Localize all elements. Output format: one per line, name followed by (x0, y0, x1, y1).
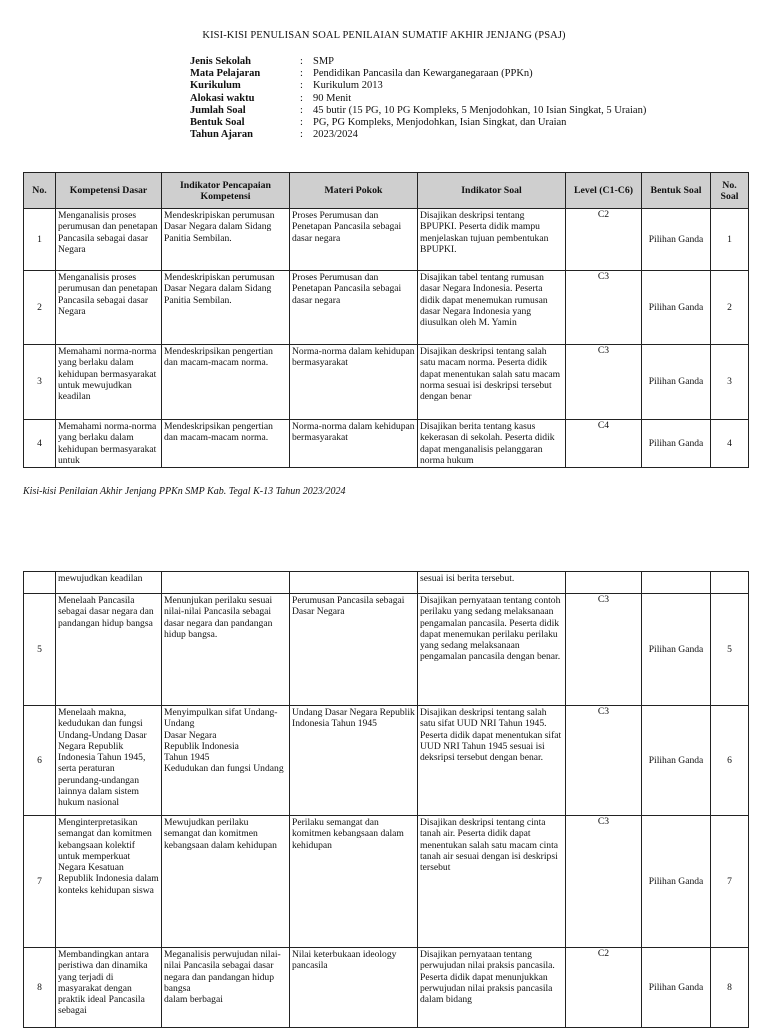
cell-no-soal: 8 (711, 948, 749, 1028)
header-kompetensi-dasar: Kompetensi Dasar (56, 173, 162, 209)
cell-materi-pokok: Perilaku semangat dan komitmen kebangsaan dalam kehidupan (290, 816, 418, 948)
cell-bentuk-soal (642, 572, 711, 594)
cell-no-soal: 5 (711, 594, 749, 706)
table-row (24, 706, 749, 816)
info-value: 45 butir (15 PG, 10 PG Kompleks, 5 Menjodohkan, 10 Isian Singkat, 5 Uraian) (313, 104, 647, 116)
cell-indikator-pencapaian: Meganalisis perwujudan nilai-nilai Pancasila sebagai dasar negara dan pandangan hidup bangsa dalam berbagai (162, 948, 290, 1028)
cell-no-soal: 1 (711, 209, 749, 271)
info-value: Kurikulum 2013 (313, 80, 383, 92)
info-row-jenis-sekolah: Jenis Sekolah : SMP (190, 56, 335, 67)
info-label: Alokasi waktu (190, 92, 255, 104)
info-row-kurikulum: Kurikulum : Kurikulum 2013 (190, 80, 383, 92)
cell-materi-pokok: Proses Perumusan dan Penetapan Pancasila sebagai dasar negara (290, 271, 418, 345)
cell-indikator-soal: Disajikan pernyataan tentang contoh perilaku yang sedang melaksanaan pengamalan pancasila. Peserta didik dapat menemukan perilaku perilaku yang sedang melaksanaan pengamalan pancasila dengan benar. (418, 594, 566, 706)
table-header-row (24, 173, 749, 209)
info-row-bentuk-soal: Bentuk Soal : PG, PG Kompleks, Menjodohkan, Isian Singkat, dan Uraian (190, 117, 567, 129)
cell-bentuk-soal: Pilihan Ganda (642, 209, 711, 271)
cell-level: C2 (566, 209, 642, 271)
cell-materi-pokok: Proses Perumusan dan Penetapan Pancasila sebagai dasar negara (290, 209, 418, 271)
cell-no: 8 (24, 948, 56, 1028)
info-label: Jenis Sekolah (190, 56, 251, 67)
header-no: No. (24, 173, 56, 209)
cell-kompetensi-dasar: Menganalisis proses perumusan dan penetapan Pancasila sebagai dasar Negara (56, 271, 162, 345)
cell-level: C2 (566, 948, 642, 1028)
cell-kompetensi-dasar: Membandingkan antara peristiwa dan dinamika yang terjadi di masyarakat dengan praktik ideal Pancasila sebagai (56, 948, 162, 1028)
info-label: Bentuk Soal (190, 117, 245, 129)
cell-materi-pokok: Undang Dasar Negara Republik Indonesia Tahun 1945 (290, 706, 418, 816)
page-footer: Kisi-kisi Penilaian Akhir Jenjang PPKn SMP Kab. Tegal K-13 Tahun 2023/2024 (23, 486, 346, 497)
cell-indikator-pencapaian: Menyimpulkan sifat Undang-Undang Dasar Negara Republik Indonesia Tahun 1945 Kedudukan dan fungsi Undang (162, 706, 290, 816)
page-title: KISI-KISI PENULISAN SOAL PENILAIAN SUMATIF AKHIR JENJANG (PSAJ) (202, 30, 566, 41)
cell-no-soal: 6 (711, 706, 749, 816)
info-label: Mata Pelajaran (190, 68, 261, 80)
cell-level: C3 (566, 271, 642, 345)
cell-indikator-soal: Disajikan deskripsi tentang cinta tanah air. Peserta didik dapat menentukan salah satu macam cinta tanah air sesuai dengan isi deskripsi tersebut (418, 816, 566, 948)
cell-indikator-pencapaian: Mewujudkan perilaku semangat dan komitmen kebangsaan dalam kehidupan (162, 816, 290, 948)
cell-bentuk-soal: Pilihan Ganda (642, 706, 711, 816)
cell-indikator-soal: Disajikan deskripsi tentang salah satu macam norma. Peserta didik dapat menentukan salah satu macam norma sesuai isi deskripsi tersebut dengan benar (418, 345, 566, 420)
cell-no: 1 (24, 209, 56, 271)
header-indikator-soal: Indikator Soal (418, 173, 566, 209)
table-row (24, 420, 749, 468)
cell-level: C3 (566, 594, 642, 706)
cell-indikator-soal: Disajikan deskripsi tentang salah satu sifat UUD NRI Tahun 1945. Peserta didik dapat menentukan sifat UUD NRI Tahun 1945 sesuai isi deksripsi tersebut dengan benar. (418, 706, 566, 816)
cell-no: 3 (24, 345, 56, 420)
info-row-tahun-ajaran: Tahun Ajaran : 2023/2024 (190, 129, 358, 141)
info-value: 2023/2024 (313, 129, 358, 141)
header-indikator-pencapaian: Indikator Pencapaian Kompetensi (162, 173, 290, 209)
cell-indikator-soal: sesuai isi berita tersebut. (418, 572, 566, 594)
info-row-mata-pelajaran: Mata Pelajaran : Pendidikan Pancasila dan Kewarganegaraan (PPKn) (190, 68, 533, 80)
cell-no-soal: 3 (711, 345, 749, 420)
info-label: Kurikulum (190, 80, 241, 92)
table-row (24, 948, 749, 1028)
cell-kompetensi-dasar: Menelaah Pancasila sebagai dasar negara dan pandangan hidup bangsa (56, 594, 162, 706)
cell-no: 5 (24, 594, 56, 706)
cell-indikator-pencapaian: Mendeskripiskan perumusan Dasar Negara dalam Sidang Panitia Sembilan. (162, 209, 290, 271)
cell-indikator-pencapaian: Mendeskripsikan pengertian dan macam-macam norma. (162, 345, 290, 420)
table-row (24, 594, 749, 706)
cell-indikator-soal: Disajikan berita tentang kasus kekerasan di sekolah. Peserta didik dapat menganalisis pelanggaran norma hukum (418, 420, 566, 468)
table-row (24, 816, 749, 948)
cell-level: C4 (566, 420, 642, 468)
cell-bentuk-soal: Pilihan Ganda (642, 816, 711, 948)
cell-indikator-pencapaian: Menunjukan perilaku sesuai nilai-nilai Pancasila sebagai dasar negara dan pandangan hidup bangsa. (162, 594, 290, 706)
cell-no: 4 (24, 420, 56, 468)
cell-kompetensi-dasar: Memahami norma-norma yang berlaku dalam kehidupan bermasyarakat untuk (56, 420, 162, 468)
header-bentuk-soal: Bentuk Soal (642, 173, 711, 209)
cell-no-soal (711, 572, 749, 594)
cell-bentuk-soal: Pilihan Ganda (642, 420, 711, 468)
document-info (190, 56, 646, 141)
cell-no-soal: 7 (711, 816, 749, 948)
cell-level (566, 572, 642, 594)
cell-kompetensi-dasar: mewujudkan keadilan (56, 572, 162, 594)
info-row-jumlah-soal: Jumlah Soal : 45 butir (15 PG, 10 PG Kompleks, 5 Menjodohkan, 10 Isian Singkat, 5 Uraian) (190, 104, 647, 116)
table-row (24, 572, 749, 594)
cell-no (24, 572, 56, 594)
table-row (24, 271, 749, 345)
cell-indikator-soal: Disajikan pernyataan tentang perwujudan nilai praksis pancasila. Peserta didik dapat menunjukkan perwujudan nilai praksis pancasila dalam bidang (418, 948, 566, 1028)
header-no-soal: No. Soal (711, 173, 749, 209)
cell-kompetensi-dasar: Menelaah makna, kedudukan dan fungsi Undang-Undang Dasar Negara Republik Indonesia Tahun 1945, serta peraturan perundang-undangan lainnya dalam sistem hukum nasional (56, 706, 162, 816)
cell-kompetensi-dasar: Menginterpretasikan semangat dan komitmen kebangsaan kolektif untuk memperkuat Negara Kesatuan Republik Indonesia dalam konteks kehidupan siswa (56, 816, 162, 948)
info-value: Pendidikan Pancasila dan Kewarganegaraan (PPKn) (313, 68, 533, 80)
cell-level: C3 (566, 706, 642, 816)
cell-no-soal: 2 (711, 271, 749, 345)
cell-bentuk-soal: Pilihan Ganda (642, 594, 711, 706)
cell-level: C3 (566, 816, 642, 948)
cell-indikator-pencapaian (162, 572, 290, 594)
cell-kompetensi-dasar: Menganalisis proses perumusan dan penetapan Pancasila sebagai dasar Negara (56, 209, 162, 271)
table-row (24, 345, 749, 420)
cell-no: 7 (24, 816, 56, 948)
cell-bentuk-soal: Pilihan Ganda (642, 948, 711, 1028)
info-value: 90 Menit (313, 92, 352, 104)
info-value: SMP (313, 56, 335, 67)
cell-no-soal: 4 (711, 420, 749, 468)
info-row-alokasi-waktu: Alokasi waktu : 90 Menit (190, 92, 352, 104)
cell-materi-pokok (290, 572, 418, 594)
cell-materi-pokok: Norma-norma dalam kehidupan bermasyarakat (290, 345, 418, 420)
kisi-kisi-table-page-2 (23, 571, 749, 1028)
cell-kompetensi-dasar: Memahami norma-norma yang berlaku dalam kehidupan bermasyarakat untuk mewujudkan keadilan (56, 345, 162, 420)
cell-materi-pokok: Nilai keterbukaan ideology pancasila (290, 948, 418, 1028)
info-label: Tahun Ajaran (190, 129, 253, 141)
header-level: Level (C1-C6) (566, 173, 642, 209)
cell-no: 2 (24, 271, 56, 345)
cell-bentuk-soal: Pilihan Ganda (642, 345, 711, 420)
cell-bentuk-soal: Pilihan Ganda (642, 271, 711, 345)
cell-indikator-soal: Disajikan tabel tentang rumusan dasar Negara Indonesia. Peserta didik dapat menemukan rumusan dasar Negara Indonesia yang diusulkan oleh M. Yamin (418, 271, 566, 345)
cell-no: 6 (24, 706, 56, 816)
table-row (24, 209, 749, 271)
info-value: PG, PG Kompleks, Menjodohkan, Isian Singkat, dan Uraian (313, 117, 567, 129)
kisi-kisi-table-page-1 (23, 172, 749, 468)
cell-materi-pokok: Perumusan Pancasila sebagai Dasar Negara (290, 594, 418, 706)
info-label: Jumlah Soal (190, 104, 246, 116)
cell-indikator-soal: Disajikan deskripsi tentang BPUPKI. Peserta didik mampu menjelaskan tujuan pembentukan BPUPKI. (418, 209, 566, 271)
cell-indikator-pencapaian: Mendeskripiskan perumusan Dasar Negara dalam Sidang Panitia Sembilan. (162, 271, 290, 345)
cell-materi-pokok: Norma-norma dalam kehidupan bermasyarakat (290, 420, 418, 468)
header-materi-pokok: Materi Pokok (290, 173, 418, 209)
cell-indikator-pencapaian: Mendeskripsikan pengertian dan macam-macam norma. (162, 420, 290, 468)
cell-level: C3 (566, 345, 642, 420)
